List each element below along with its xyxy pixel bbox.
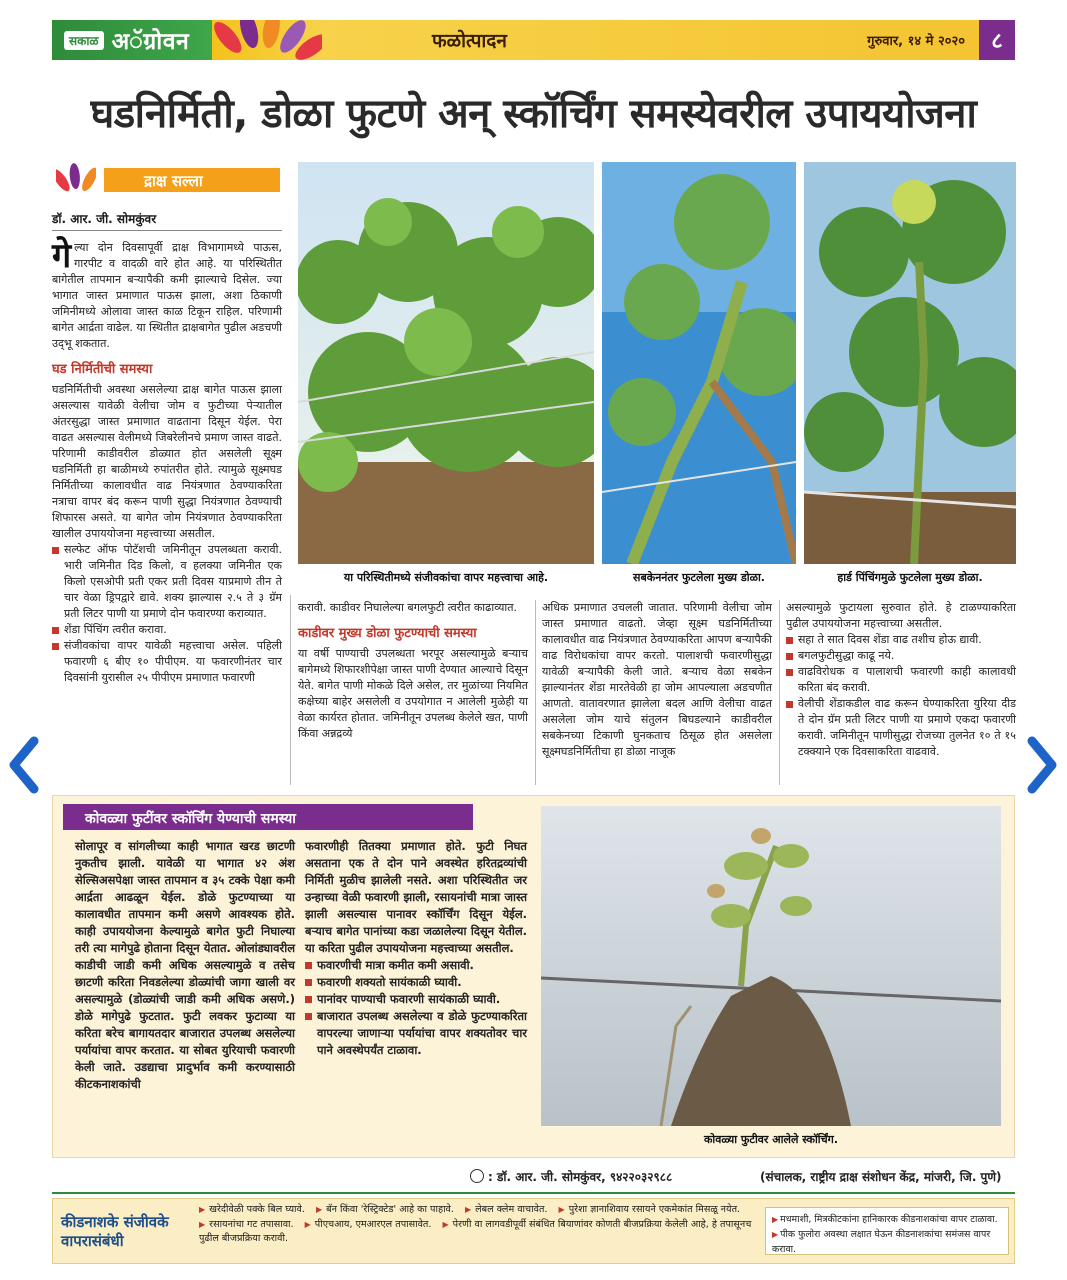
subhead-main-bud: काडीवर मुख्य डोळा फुटण्याची समस्या (298, 626, 477, 641)
list-item: वाढविरोधक व पालाशची फवारणी काही कालावधी करिता बंद करावी. (786, 664, 1016, 696)
paragraph: असल्यामुळे फुटायला सुरुवात होते. हे टाळण्याकरिता पुढील उपाययोजना महत्त्वाच्या असतील. (786, 601, 1016, 630)
section-band (322, 20, 979, 60)
bullet-list (52, 542, 282, 686)
tip-item (199, 1204, 309, 1215)
section-name: फळोत्पादन (432, 30, 507, 52)
list-item: शेंडा पिंचिंग त्वरीत करावा. (52, 622, 282, 638)
contact-text: : डॉ. आर. जी. सोमकुंवर, ९४२२०३२९८८ (488, 1170, 673, 1184)
list-item: सल्फेट ऑफ पोटॅशची जमिनीतून उपलब्धता करावी. भारी जमिनीत दिड किलो, व हलक्या जमिनीत एक किलो एसओपी प्रती एकर प्रती दिवस याप्रमाणे तीन ते चार वेळा ड्रिपद्वारे द्यावे. शक्य झाल्यास २.५ ते ३ ग्रॅम प्रती लिटर पाणी या प्रमाणे दोन फवारण्या कराव्यात. (52, 542, 282, 622)
author-affiliation: (संचालक, राष्ट्रीय द्राक्ष संशोधन केंद्र, मांजरी, जि. पुणे) (760, 1170, 1002, 1184)
pest-warning-box (765, 1207, 1009, 1255)
triangle-icon: ▶ (304, 1219, 311, 1229)
triangle-icon: ▶ (199, 1205, 206, 1214)
page-headline: घडनिर्मिती, डोळा फुटणे अन् स्कॉर्चिंग समस्येवरील उपाययोजना (90, 91, 977, 137)
column-1 (52, 236, 282, 686)
column-divider (535, 600, 536, 785)
advice-tag (52, 162, 282, 196)
warning-text: पीक फुलोरा अवस्था लक्षात घेऊन कीडनाशकांचा समंजस वापर करावा. (772, 1229, 991, 1255)
triangle-icon: ▶ (442, 1219, 449, 1229)
bullet-list (786, 632, 1016, 760)
issue-date: गुरुवार, १४ मे २०२० (867, 34, 965, 49)
divider (52, 1192, 1015, 1194)
advice-label: द्राक्ष सल्ला (104, 168, 280, 192)
warning-text: मधमाशी, मित्रकीटकांना हानिकारक कीडनाशकांचा वापर टाळावा. (780, 1214, 998, 1225)
brand-name: अॅग्रोवन (111, 29, 190, 55)
author-byline: डॉ. आर. जी. सोमकुंवर (52, 212, 157, 226)
list-item: पानांवर पाण्याची फवारणी सायंकाळी घ्यावी. (305, 991, 527, 1008)
brand-logo[interactable] (52, 20, 212, 60)
divider (52, 230, 282, 231)
tip-text: पुरेशा ज्ञानाशिवाय रसायने एकमेकांत मिसळू नयेत. (568, 1204, 741, 1215)
vineyard-image (298, 162, 594, 564)
scorching-image (541, 806, 1001, 1126)
tip-item (465, 1204, 551, 1215)
brand-small: सकाळ (64, 31, 104, 50)
column-divider (290, 595, 291, 785)
list-item: बाजारात उपलब्ध असलेल्या व डोळे फुटण्याकरिता वापरल्या जाणाऱ्या पर्यायांचा वापर शक्यतोवर चार पाने अवस्थेपर्यंत टाळावा. (305, 1008, 527, 1059)
tip-item (559, 1204, 745, 1215)
warning-item (772, 1227, 1002, 1257)
triangle-icon: ▶ (465, 1205, 472, 1214)
tip-text: रसायनांचा गट तपासावा. (209, 1218, 294, 1230)
phone-icon (470, 1169, 484, 1183)
scorching-photo[interactable] (541, 806, 1001, 1126)
paragraph: करावी. काडीवर निघालेल्या बगलफुटी त्वरीत काढाव्यात. (298, 601, 517, 614)
subcane-bud-photo[interactable] (602, 162, 796, 564)
vineyard-photo[interactable] (298, 162, 594, 564)
column-2 (298, 600, 528, 742)
next-page-arrow-icon[interactable] (1022, 735, 1062, 795)
box-column-mid (305, 838, 527, 1059)
column-4 (786, 600, 1016, 760)
hard-pinching-photo[interactable] (804, 162, 1016, 564)
tip-text: पीएचआय, एमआरएल तपासावेत. (314, 1218, 432, 1230)
photo-caption: सबकेननंतर फुटलेला मुख्य डोळा. (633, 571, 765, 584)
column-3 (542, 600, 772, 760)
subcane-bud-image (602, 162, 796, 564)
intro-paragraph (52, 236, 282, 352)
paragraph: या वर्षी पाण्याची उपलब्धता भरपूर असल्यामुळे बऱ्याच बागेमध्ये शिफारशीपेक्षा जास्त पाणी देण्यात आल्याचे दिसून येते. बागेत पाणी मोकळे दिले असेल, तर मुळांच्या नियमित कक्षेच्या बाहेर असलेली व उपयोगात न आलेली मुळेही या वेळा कार्यरत होतात. जमिनीतून उपलब्ध केलेले खत, पाणी किंवा अन्नद्रव्ये (298, 647, 528, 740)
column-divider (779, 600, 780, 785)
photo-caption: कोवळ्या फुटीवर आलेले स्कॉर्चिंग. (703, 1133, 839, 1146)
photo-caption: या परिस्थितीमध्ये संजीवकांचा वापर महत्त्वाचा आहे. (343, 571, 549, 584)
box-column-left: सोलापूर व सांगलीच्या काही भागात खरड छाटणी नुकतीच झाली. यावेळी या भागात ४२ अंश सेल्सिअसपेक्षा जास्त तापमान व ३५ टक्के पेक्षा कमी आर्द्रता आढळून येईल. डोळे फुटण्याच्या या कालावधीत तापमान कमी असणे आवश्यक होते. काही उपाययोजना केल्यामुळे बागेत फुटी निघाल्या तरी त्या मागेपुढे होताना दिसून येतात. ओलांड्यावरील काडीची जाडी कमी अधिक असल्यामुळे व तसेच छाटणी करिता निवडलेल्या डोळ्यांची जागा खाली वर असल्यामुळे (डोळ्यांची जाडी कमी अधिक असणे.) डोळे मागेपुढे फुटतात. फुटी लवकर फुटाव्या या करिता बरेच बागायतदार बाजारात उपलब्ध असलेल्या पर्यायांचा वापर करतात. या सोबत युरियाची फवारणी केली जाते. उडद्याचा प्रादुर्भाव कमी करण्यासाठी कीटकनाशकांची (75, 839, 295, 1091)
contact-credit (470, 1168, 672, 1185)
list-item: सहा ते सात दिवस शेंडा वाढ तशीच होऊ द्यावी. (786, 632, 1016, 648)
intro-text: ल्या दोन दिवसापूर्वी द्राक्ष विभागामध्ये पाऊस, गारपीट व वादळी वारे होत आहे. या परिस्थितीत बागेतील तापमान बऱ्यापैकी कमी झाल्याचे दिसेल. ज्या भागात जास्त प्रमाणात पाऊस झाला, अशा ठिकाणी जमिनीमध्ये ओलावा जास्त काळ टिकून राहिल. परिणामी बागेत आर्द्रता वाढेल. या स्थितीत द्राक्षबागेत पुढील अडचणी उद्‍भू शकतात. (52, 241, 282, 350)
page-number: ८ (979, 20, 1015, 60)
scorching-box (52, 795, 1015, 1158)
pest-box-title: कीडनाशके संजीवके वापरासंबंधी (61, 1213, 169, 1250)
flower-icon (56, 162, 96, 196)
prev-page-arrow-icon[interactable] (4, 735, 44, 795)
tip-text: पेरणी वा लागवडीपूर्वी संबंधित बियाणांवर कोणती बीजप्रक्रिया केलेली आहे, हे तपासूनच पुढील बीजप्रक्रिया करावी. (199, 1218, 752, 1244)
triangle-icon: ▶ (558, 1205, 565, 1214)
paragraph: फवारणीही तितक्या प्रमाणात होते. फुटी निघत असताना एक ते दोन पाने अवस्थेत हरितद्रव्यांची निर्मिती मुळीच झालेली नसते. अशा परिस्थितीत जर उन्हाच्या वेळी फवारणी झाली, रसायनांची मात्रा जास्त झाली असल्यास पानावर स्कॉर्चिंग दिसून येईल. बऱ्याच बागेत पानांच्या कडा जळालेल्या दिसून येतील. या करिता पुढील उपाययोजना महत्त्वाच्या असतील. (305, 839, 527, 955)
tip-item (199, 1219, 298, 1230)
tip-text: खरेदीवेळी पक्के बिल घ्यावे. (209, 1204, 305, 1215)
list-item: फवारणी शक्यतो सायंकाळी घ्यावी. (305, 974, 527, 991)
paragraph: अधिक प्रमाणात उचलली जातात. परिणामी वेलीचा जोम जास्त प्रमाणात वाढतो. जेव्हा सूक्ष्म घडनिर्मितीच्या कालावधीत वाढ नियंत्रणात ठेवण्याकरिता आपण बऱ्यापैकी वाढ विरोधकांचा वापर करतो. पालाशची फवारणीसुद्धा यावेळी बऱ्यापैकी केली जाते. बऱ्याच वेळा सबकेन झाल्यानंतर शेंडा मारतेवेळी हा जोम आपल्याला अडचणीत आणतो. वातावरणात झालेला बदल आणि वेलीचा वाढत असलेला जोम याचे संतुलन बिघडल्याने काडीवरील सबकेनच्या टिकाणी घुनकताच ठिसूळ होत असलेला सूक्ष्मघडनिर्मितीचा हा डोळा नाजूक (542, 601, 772, 758)
dropcap: गे (52, 236, 72, 276)
subhead-cluster-formation: घड निर्मितीची समस्या (52, 362, 153, 377)
hard-pinching-image (804, 162, 1016, 564)
tip-text: बॅन किंवा 'रेस्ट्रिक्टेड' आहे का पाहावे. (326, 1204, 454, 1215)
triangle-icon: ▶ (199, 1219, 206, 1229)
pesticide-tips-box (52, 1198, 1015, 1264)
tip-item (305, 1219, 436, 1230)
flower-decoration-icon (212, 20, 322, 60)
triangle-icon: ▶ (315, 1205, 323, 1214)
masthead (52, 20, 1015, 60)
photo-caption: हार्ड पिंचिंगमुळे फुटलेला मुख्य डोळा. (837, 571, 983, 584)
bullet-list (305, 957, 527, 1059)
list-item: बगलफुटीसुद्धा काढू नये. (786, 648, 1016, 664)
tip-item (316, 1204, 458, 1215)
triangle-icon: ▶ (772, 1215, 779, 1224)
list-item: फवारणीची मात्रा कमीत कमी असावी. (305, 957, 527, 974)
list-item: वेलीची शेंडाकडील वाढ करून घेण्याकरिता युरिया दीड ते दोन ग्रॅम प्रती लिटर पाणी या प्रमाणे एकदा फवारणी करावी. जमिनीतून पाणीसुद्धा रोजच्या तुलनेत १० ते १५ टक्क्याने एक दिवसाकरिता वाढवावे. (786, 696, 1016, 760)
paragraph: घडनिर्मितीची अवस्था असलेल्या द्राक्ष बागेत पाऊस झाला असल्यास यावेळी वेलीचा जोम व फुटीच्या पेऱ्यातील अंतरसुद्धा जास्त प्रमाणात वाढताना दिसून येईल. पेरा वाढत असल्यास वेलीमध्ये जिबरेलीनचे प्रमाण जास्त वाढते. परिणामी काडीवरील डोळ्यात होत असलेली सूक्ष्म घडनिर्मिती हा बाळीमध्ये रुपांतरीत होते. त्यामुळे सूक्ष्मघड निर्मितीच्या कालावधीत वाढ नियंत्रणात ठेवण्याकरिता नत्राचा वापर बंद करून पाणी सुद्धा नियंत्रणात ठेवण्याची शिफारस असते. या बागेत जोम नियंत्रणात ठेवण्याकरिता खालील उपाययोजना महत्त्वाच्या असतील. (52, 383, 282, 540)
box-title-wrap (63, 804, 473, 832)
triangle-icon: ▶ (772, 1230, 779, 1239)
pest-tips-list (199, 1203, 759, 1247)
box-title: कोवळ्या फुटींवर स्कॉर्चिंग येण्याची समस्या (63, 804, 473, 830)
warning-item (772, 1212, 1002, 1227)
list-item: संजीवकांचा वापर यावेळी महत्त्वाचा असेल. पहिली फवारणी ६ बीए १० पीपीएम. या फवारणीनंतर चार दिवसांनी युरासील २५ पीपीएम प्रमाणात फवारणी (52, 638, 282, 686)
tip-text: लेबल क्लेम वाचावेत. (475, 1204, 548, 1215)
